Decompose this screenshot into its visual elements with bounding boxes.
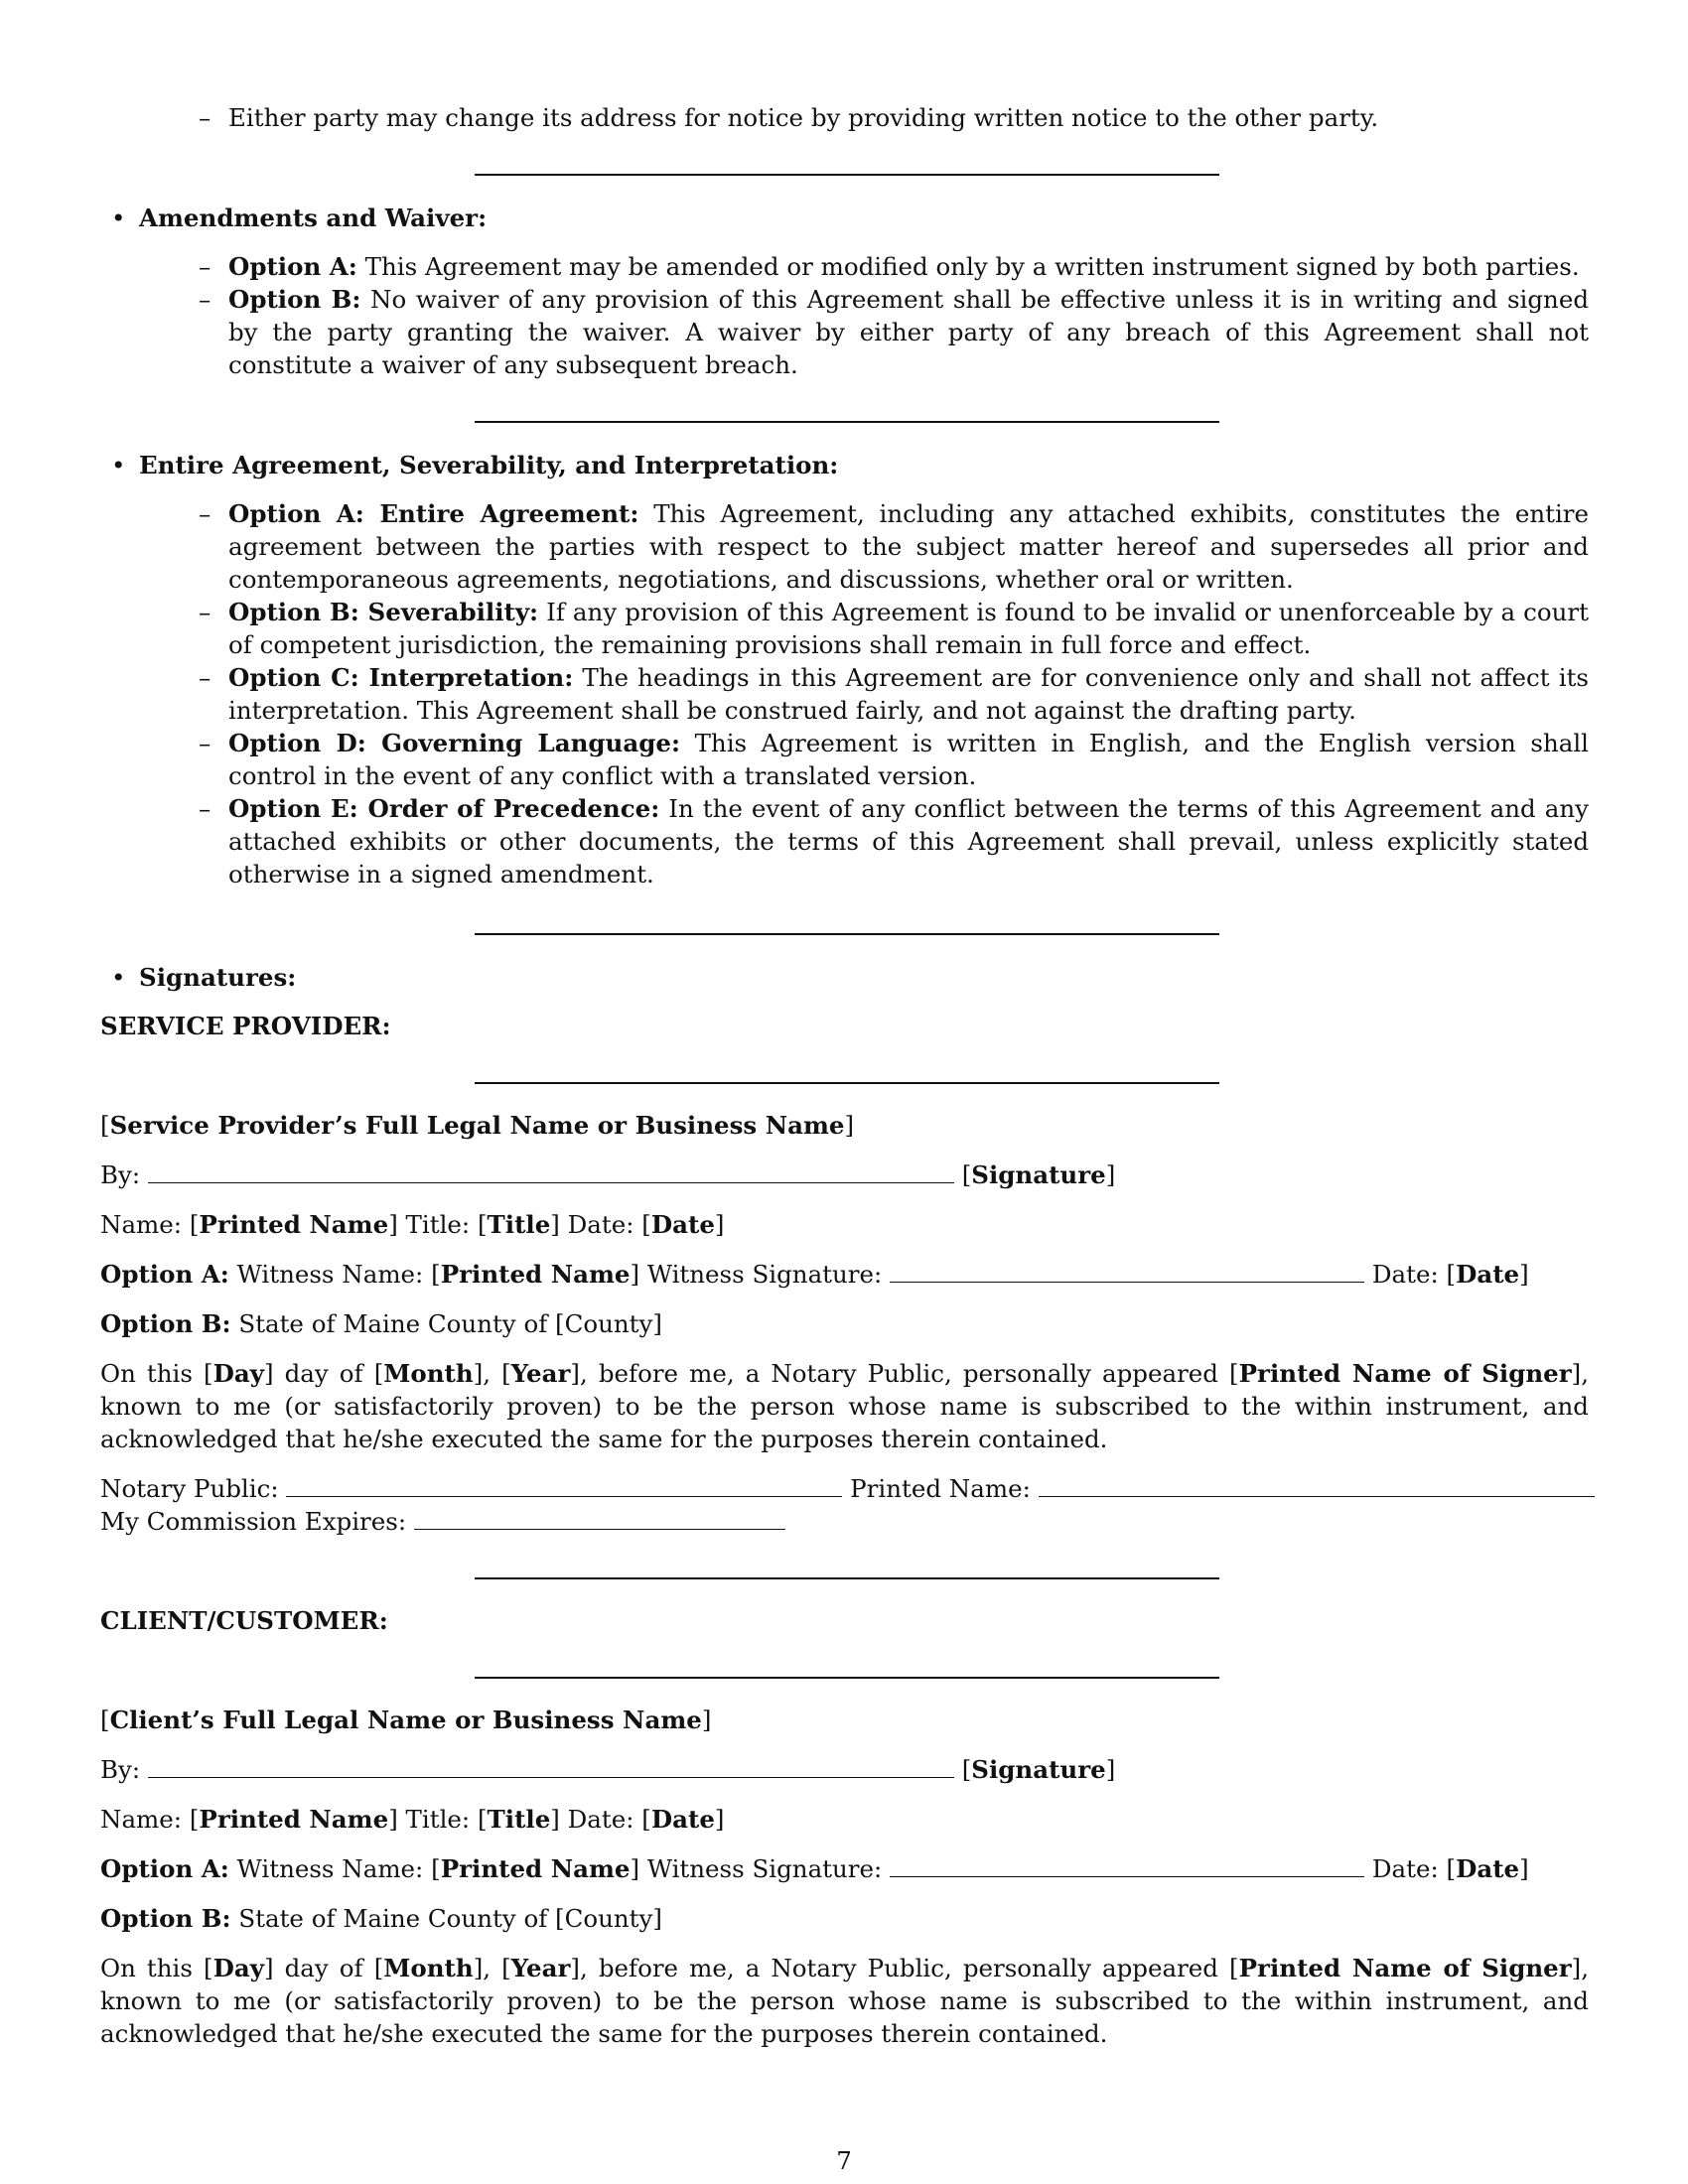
provider-party-name: [Service Provider’s Full Legal Name or Business Name] <box>100 1111 855 1140</box>
section-divider <box>475 174 1219 176</box>
client-option-b: Option B: State of Maine County of [County] <box>100 1904 662 1933</box>
entire-option-b: – Option B: Severability: If any provision of this Agreement is found to be invalid or unenforceable by a court of competent jurisdiction, the remaining provisions shall remain in full force and effect. <box>199 596 1589 661</box>
provider-by-line: By: [Signature] <box>100 1160 1116 1189</box>
provider-witness-signature-field[interactable] <box>890 1260 1364 1283</box>
provider-notary-field[interactable] <box>286 1474 842 1497</box>
section-divider <box>475 1577 1219 1579</box>
notices-sublist <box>199 101 1589 134</box>
provider-option-a-witness: Option A: Witness Name: [Printed Name] Witness Signature: Date: [Date] <box>100 1260 1529 1289</box>
entire-option-d: – Option D: Governing Language: This Agreement is written in English, and the English version shall control in the event of any conflict with a translated version. <box>199 727 1589 792</box>
page-number: 7 <box>836 2146 852 2175</box>
section-divider <box>475 1677 1219 1679</box>
entire-option-c: – Option C: Interpretation: The headings in this Agreement are for convenience only and shall not affect its interpretation. This Agreement shall be construed fairly, and not against the drafting party. <box>199 661 1589 727</box>
provider-commission-field[interactable] <box>414 1507 785 1530</box>
entire-agreement-heading: • Entire Agreement, Severability, and Interpretation: <box>139 449 838 481</box>
client-witness-signature-field[interactable] <box>890 1854 1364 1877</box>
client-notary-acknowledgment: On this [Day] day of [Month], [Year], before me, a Notary Public, personally appeared [Printed Name of Signer], known to me (or satisfactorily proven) to be the person whose name is subscribed to the within instrument, and acknowledged that he/she executed the same for the purposes therein contained. <box>100 1954 1589 2048</box>
provider-signature-field[interactable] <box>148 1160 954 1183</box>
section-divider <box>475 421 1219 423</box>
amendments-options <box>199 250 1589 381</box>
signatures-heading: • Signatures: <box>139 961 296 994</box>
provider-notary-printed-name-field[interactable] <box>1039 1474 1595 1497</box>
provider-title: SERVICE PROVIDER: <box>100 1012 391 1040</box>
provider-option-b: Option B: State of Maine County of [County] <box>100 1309 662 1338</box>
entire-agreement-options <box>199 497 1589 890</box>
client-signature-field[interactable] <box>148 1755 954 1778</box>
notice-address-change: – Either party may change its address for notice by providing written notice to the other party. <box>199 101 1589 134</box>
client-name-line: Name: [Printed Name] Title: [Title] Date: [Date] <box>100 1805 725 1834</box>
amendments-option-a: – Option A: This Agreement may be amended or modified only by a written instrument signed by both parties. <box>199 250 1589 283</box>
entire-option-a: – Option A: Entire Agreement: This Agreement, including any attached exhibits, constitutes the entire agreement between the parties with respect to the subject matter hereof and supersedes all prior and contemporaneous agreements, negotiations, and discussions, whether oral or written. <box>199 497 1589 596</box>
section-divider <box>475 933 1219 935</box>
client-title: CLIENT/CUSTOMER: <box>100 1606 388 1635</box>
amendments-heading: • Amendments and Waiver: <box>139 202 487 234</box>
client-option-a-witness: Option A: Witness Name: [Printed Name] Witness Signature: Date: [Date] <box>100 1854 1529 1883</box>
amendments-option-b: – Option B: No waiver of any provision of this Agreement shall be effective unless it is in writing and signed by the party granting the waiver. A waiver by either party of any breach of this Agreement shall not constitute a waiver of any subsequent breach. <box>199 283 1589 381</box>
client-party-name: [Client’s Full Legal Name or Business Name] <box>100 1706 712 1734</box>
entire-option-e: – Option E: Order of Precedence: In the event of any conflict between the terms of this Agreement and any attached exhibits or other documents, the terms of this Agreement shall prevail, unless explicitly stated otherwise in a signed amendment. <box>199 792 1589 890</box>
provider-notary-line: Notary Public: Printed Name: <box>100 1472 1589 1505</box>
provider-name-line: Name: [Printed Name] Title: [Title] Date: [Date] <box>100 1210 725 1239</box>
provider-commission-line: My Commission Expires: <box>100 1505 1589 1538</box>
provider-notary-acknowledgment: On this [Day] day of [Month], [Year], before me, a Notary Public, personally appeared [Printed Name of Signer], known to me (or satisfactorily proven) to be the person whose name is subscribed to the within instrument, and acknowledged that he/she executed the same for the purposes therein contained. <box>100 1359 1589 1453</box>
section-divider <box>475 1082 1219 1084</box>
client-by-line: By: [Signature] <box>100 1755 1116 1784</box>
